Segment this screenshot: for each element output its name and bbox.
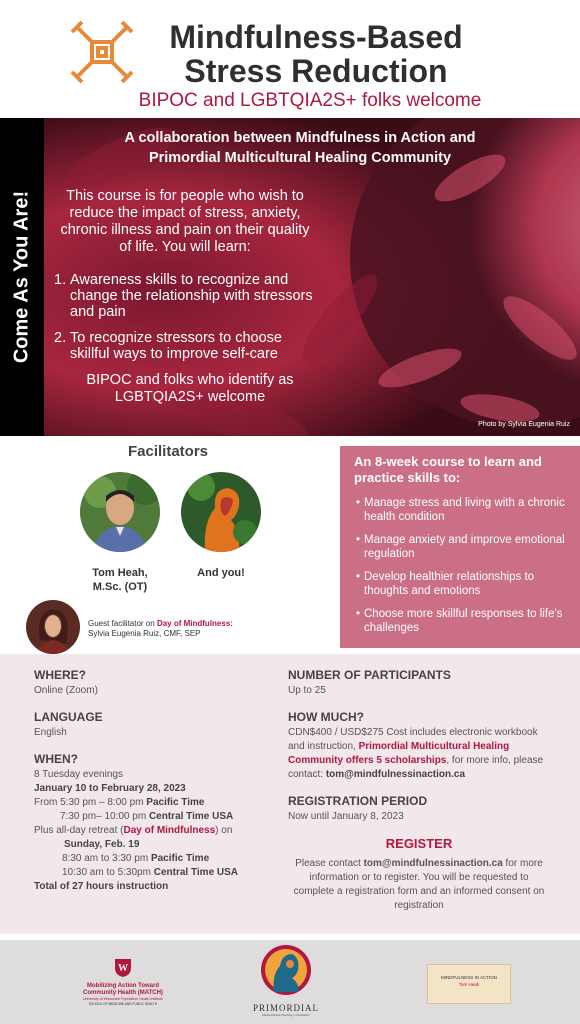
info-right-column [288, 668, 550, 925]
retreat-date [34, 838, 274, 852]
guest-facilitator [88, 619, 338, 639]
when-time-central [34, 810, 274, 824]
primordial-emblem-icon [260, 944, 312, 996]
title-line-2: Stress Reduction [184, 53, 448, 89]
where-label: WHERE? [34, 668, 86, 682]
info-left-column [34, 668, 274, 906]
match-line-4: SCHOOL OF MEDICINE AND PUBLIC HEALTH [88, 1002, 158, 1006]
time-zone: Pacific Time [146, 797, 205, 808]
guest-name: Sylvia Eugenia Ruiz, CMF, SEP [88, 629, 201, 638]
bullet-icon: • [356, 571, 361, 583]
skills-list [356, 496, 576, 644]
cost-value [288, 726, 550, 782]
side-tagline: Come As You Are! [10, 190, 33, 364]
register-block [288, 836, 550, 913]
list-item [356, 533, 576, 561]
retreat-prefix: Plus all-day retreat ( [34, 825, 124, 836]
where-value: Online (Zoom) [34, 685, 98, 696]
facilitators-section [0, 436, 340, 654]
avatar-you [181, 472, 261, 552]
cost-contact-text: , for more info, please contact: [288, 755, 544, 780]
match-line-3: University of Wisconsin Population Health Institute [82, 997, 164, 1001]
avatar-tom-heah [80, 472, 160, 552]
scholarship-highlight: Primordial Multicultural Healing Community offers 5 scholarships [288, 741, 510, 766]
where-block [34, 668, 274, 698]
period-block [288, 794, 550, 824]
subtitle: BIPOC and LGBTQIA2S+ folks welcome [138, 90, 482, 111]
time-range: From 5:30 pm – 8:00 pm [34, 797, 147, 808]
time-zone: Pacific Time [150, 853, 210, 864]
skill-text: Develop healthier relationships to thoughts and emotions [364, 571, 535, 597]
mia-name: Tom Heah [458, 982, 480, 987]
period-label: REGISTRATION PERIOD [288, 794, 428, 808]
photo-credit: Photo by Sylvia Eugenia Ruiz [478, 421, 570, 428]
footer-logos [0, 940, 580, 1024]
avatar-guest [26, 600, 80, 654]
course-heading: An 8-week course to learn and practice skills to: [354, 454, 542, 485]
list-number: 2. [54, 330, 67, 346]
register-email[interactable]: tom@mindfulnessinaction.ca [363, 858, 503, 869]
when-dates [34, 782, 274, 796]
course-skills-box [340, 446, 580, 648]
list-item [54, 330, 316, 362]
list-number: 1. [54, 272, 67, 288]
collaboration-heading [100, 128, 500, 168]
total-hours [34, 880, 274, 894]
register-text [288, 857, 550, 913]
primordial-name: PRIMORDIAL [252, 1003, 319, 1013]
participants-label: NUMBER OF PARTICIPANTS [288, 668, 451, 682]
cost-label: HOW MUCH? [288, 710, 364, 724]
collab-line-2: Primordial Multicultural Healing Community [148, 150, 452, 166]
time-zone: Central Time USA [148, 811, 234, 822]
facilitator-name [80, 566, 160, 594]
mindfulness-in-action-logo [427, 964, 511, 1004]
time-zone: Central Time USA [153, 867, 239, 878]
uw-crest-icon [114, 958, 132, 978]
bullet-icon: • [356, 608, 361, 620]
language-value: English [34, 727, 67, 738]
match-line-1: Mobilizing Action Toward [87, 983, 159, 989]
when-block [34, 752, 274, 894]
primordial-logo [246, 944, 326, 1017]
info-section [0, 654, 580, 934]
page-title [146, 20, 486, 88]
list-text: To recognize stressors to choose skillful ways to improve self-care [70, 330, 282, 362]
cost-block [288, 710, 550, 782]
list-item [356, 570, 576, 598]
when-sessions: 8 Tuesday evenings [34, 769, 123, 780]
when-label: WHEN? [34, 752, 78, 766]
bullet-icon: • [356, 497, 361, 509]
course-intro: This course is for people who wish to reduce the impact of stress, anxiety, chronic illness and pain on their quality of life. You will learn: [60, 188, 310, 255]
match-logo [64, 958, 182, 1006]
participants-value: Up to 25 [288, 685, 326, 696]
period-value: Now until January 8, 2023 [288, 811, 404, 822]
welcome-note: BIPOC and folks who identify as LGBTQIA2S+ welcome [86, 372, 294, 405]
list-item [54, 272, 316, 320]
retreat-event: Day of Mindfulness [123, 825, 216, 836]
bullet-icon: • [356, 534, 361, 546]
register-prefix: Please contact [295, 858, 364, 869]
retreat-suffix: ) on [215, 825, 233, 836]
mia-title: MINDFULNESS IN ACTION [440, 975, 497, 980]
retreat-line [34, 824, 274, 838]
language-label: LANGUAGE [34, 710, 103, 724]
guest-event: Day of Mindfulness: [156, 619, 233, 628]
list-item [356, 496, 576, 524]
cost-text: CDN$400 / USD$275 Cost includes electronic workbook and instruction, [288, 727, 538, 752]
date-range: January 10 to February 28, 2023 [34, 783, 186, 794]
date: Sunday, Feb. 19 [64, 839, 140, 850]
retreat-time-pacific [34, 852, 274, 866]
collab-line-1: A collaboration between Mindfulness in Action and [124, 130, 476, 146]
silhouette-art-icon [181, 472, 261, 552]
time-range: 10:30 am to 5:30pm [62, 867, 154, 878]
facilitator-name [181, 566, 261, 580]
skill-text: Choose more skillful responses to life's challenges [364, 608, 563, 634]
time-range: 8:30 am to 3:30 pm [62, 853, 151, 864]
list-text: Awareness skills to recognize and change the relationship with stressors and pain [70, 272, 313, 320]
portrait-photo [80, 472, 160, 552]
name-line-1: And you! [197, 567, 245, 579]
retreat-time-central [34, 866, 274, 880]
contact-email[interactable]: tom@mindfulnessinaction.ca [325, 769, 466, 780]
skill-text: Manage stress and living with a chronic health condition [364, 497, 565, 523]
list-item [356, 607, 576, 635]
hero-section [0, 118, 580, 436]
name-line-1: Tom Heah, [92, 567, 148, 579]
register-suffix: for more information or to register. You will be requested to complete a registration form and an informed consent on registration [293, 858, 545, 911]
skill-text: Manage anxiety and improve emotional regulation [364, 534, 565, 560]
guest-prefix: Guest facilitator on [88, 619, 155, 628]
total-text: Total of 27 hours instruction [34, 881, 169, 892]
facilitators-heading: Facilitators [127, 443, 209, 460]
time-range: 7:30 pm– 10:00 pm [60, 811, 149, 822]
svg-text:W: W [118, 963, 128, 974]
portrait-photo [26, 600, 80, 654]
name-line-2: M.Sc. (OT) [92, 581, 148, 593]
cross-logo-icon [68, 18, 136, 86]
register-heading: REGISTER [385, 836, 453, 851]
match-line-2: Community Health (MATCH) [83, 990, 163, 996]
title-line-1: Mindfulness-Based [169, 19, 463, 55]
header [0, 0, 580, 118]
when-time-pacific [34, 796, 274, 810]
learning-list [54, 272, 316, 372]
primordial-subtitle: Multicultural Healing Community [261, 1013, 311, 1017]
language-block [34, 710, 274, 740]
participants-block [288, 668, 550, 698]
